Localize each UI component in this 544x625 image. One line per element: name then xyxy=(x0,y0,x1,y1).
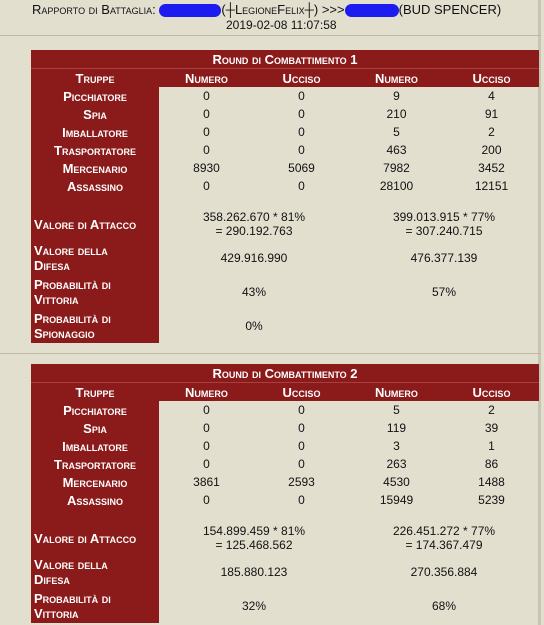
column-header-defender-killed: Ucciso xyxy=(444,383,539,402)
attacker-espionage-probability: 0% xyxy=(245,319,263,333)
defender-killed: 3452 xyxy=(478,161,505,175)
troop-row xyxy=(31,473,539,491)
attack-value-label: Valore di Attacco xyxy=(31,521,159,555)
troop-name: Mercenario xyxy=(31,159,159,177)
defender-number: 28100 xyxy=(379,179,414,193)
defender-killed: 1 xyxy=(488,439,495,453)
attacker-number: 0 xyxy=(203,439,210,453)
defender-alliance-link[interactable]: (BUD SPENCER) xyxy=(398,2,502,17)
report-title-prefix: Rapporto di Battaglia: xyxy=(32,2,156,17)
attack-value-row xyxy=(31,207,539,241)
troop-name: Assassino xyxy=(31,177,159,195)
attacker-attack-value xyxy=(159,521,349,555)
attacker-killed: 5069 xyxy=(288,161,315,175)
attacker-victory-probability: 32% xyxy=(241,599,267,613)
defender-killed: 86 xyxy=(484,457,499,471)
victory-label-line-2: Vittoria xyxy=(34,292,79,307)
attacker-alliance-link[interactable]: ┼LegioneFelix┼ xyxy=(225,2,314,17)
attacker-number: 3861 xyxy=(193,475,220,489)
espionage-probability-row xyxy=(31,309,539,343)
troop-name: Assassino xyxy=(31,491,159,509)
attacker-killed: 0 xyxy=(298,493,305,507)
troop-row xyxy=(31,437,539,455)
defender-killed: 5239 xyxy=(478,493,505,507)
attacker-defense-value: 429.916.990 xyxy=(220,251,288,265)
defender-number: 119 xyxy=(386,421,407,435)
attacker-number: 8930 xyxy=(193,161,220,175)
espionage-label-line-2: Spionaggio xyxy=(34,326,95,341)
attacker-attack-value xyxy=(159,207,349,241)
column-header-attacker-number: Numero xyxy=(159,69,254,88)
attacker-number: 0 xyxy=(203,493,210,507)
espionage-probability-label xyxy=(31,309,159,343)
defender-killed: 12151 xyxy=(474,179,509,193)
defender-killed: 91 xyxy=(484,107,499,121)
victory-label-line-1: Probabilità di xyxy=(34,277,111,292)
victory-label-line-2: Vittoria xyxy=(34,606,79,621)
attacker-number: 0 xyxy=(203,421,210,435)
attacker-killed: 0 xyxy=(298,89,305,103)
attacker-killed: 0 xyxy=(298,403,305,417)
defender-killed: 200 xyxy=(481,143,502,157)
troop-name: Mercenario xyxy=(31,473,159,491)
defense-label-line-2: Difesa xyxy=(34,258,70,273)
defender-victory-probability: 68% xyxy=(431,599,457,613)
column-header-defender-number: Numero xyxy=(349,69,444,88)
round-title: Round di Combattimento 1 xyxy=(31,50,539,69)
versus-arrows: >>> xyxy=(321,2,345,17)
defender-defense-value: 476.377.139 xyxy=(410,251,478,265)
defender-attack-formula: 399.013.915 * 77% xyxy=(392,210,496,224)
defender-killed: 4 xyxy=(488,89,495,103)
column-header-attacker-killed: Ucciso xyxy=(254,69,349,88)
defender-number: 3 xyxy=(393,439,400,453)
troop-name: Picchiatore xyxy=(31,87,159,105)
attacker-killed: 0 xyxy=(298,125,305,139)
defender-number: 15949 xyxy=(379,493,414,507)
defender-killed: 39 xyxy=(484,421,499,435)
paren-open: ( xyxy=(221,2,226,17)
attacker-number: 0 xyxy=(203,143,210,157)
defender-killed: 2 xyxy=(488,403,495,417)
defender-attack-result: = 307.240.715 xyxy=(405,224,483,238)
column-header-attacker-killed: Ucciso xyxy=(254,383,349,402)
troop-row xyxy=(31,419,539,437)
defender-number: 4530 xyxy=(383,475,410,489)
attacker-killed: 0 xyxy=(298,421,305,435)
defender-attack-value xyxy=(349,207,539,241)
redacted-attacker-name xyxy=(159,4,221,17)
report-timestamp: 2019-02-08 11:07:58 xyxy=(226,18,337,32)
defense-label-line-1: Valore della xyxy=(34,557,108,572)
attacker-attack-result: = 125.468.562 xyxy=(215,538,293,552)
espionage-label-line-1: Probabilità di xyxy=(34,311,111,326)
troop-name: Picchiatore xyxy=(31,401,159,419)
redacted-defender-name xyxy=(345,4,399,17)
defender-killed: 1488 xyxy=(478,475,505,489)
column-header-troops: Truppe xyxy=(31,383,159,402)
defender-number: 9 xyxy=(393,89,400,103)
victory-probability-label xyxy=(31,275,159,309)
troop-row xyxy=(31,177,539,195)
attacker-victory-probability: 43% xyxy=(241,285,267,299)
combat-round-1-table xyxy=(31,50,539,343)
attacker-killed: 0 xyxy=(298,457,305,471)
defender-attack-formula: 226.451.272 * 77% xyxy=(392,524,496,538)
attacker-killed: 0 xyxy=(298,107,305,121)
attacker-number: 0 xyxy=(203,179,210,193)
troop-row xyxy=(31,401,539,419)
victory-label-line-1: Probabilità di xyxy=(34,591,111,606)
paren-close: ) xyxy=(313,2,319,17)
header-title-line xyxy=(32,2,501,17)
attacker-killed: 0 xyxy=(298,143,305,157)
attack-value-label: Valore di Attacco xyxy=(31,207,159,241)
attacker-number: 0 xyxy=(203,89,210,103)
column-header-troops: Truppe xyxy=(31,69,159,88)
defense-label-line-1: Valore della xyxy=(34,243,108,258)
defense-label-line-2: Difesa xyxy=(34,572,70,587)
attacker-number: 0 xyxy=(203,107,210,121)
attacker-number: 0 xyxy=(203,457,210,471)
label-spacer xyxy=(31,195,159,207)
defense-value-row xyxy=(31,241,539,275)
label-spacer xyxy=(31,509,159,521)
defender-defense-value: 270.356.884 xyxy=(410,565,478,579)
troop-row xyxy=(31,105,539,123)
troop-name: Spia xyxy=(31,105,159,123)
troop-row xyxy=(31,455,539,473)
troop-name: Imballatore xyxy=(31,123,159,141)
troop-row xyxy=(31,87,539,105)
victory-probability-label xyxy=(31,589,159,623)
attacker-killed: 0 xyxy=(298,179,305,193)
troop-row xyxy=(31,159,539,177)
troop-row xyxy=(31,491,539,509)
attacker-killed: 0 xyxy=(298,439,305,453)
troop-name: Imballatore xyxy=(31,437,159,455)
attacker-number: 0 xyxy=(203,125,210,139)
attacker-defense-value: 185.880.123 xyxy=(220,565,288,579)
attack-value-row xyxy=(31,521,539,555)
victory-probability-row xyxy=(31,275,539,309)
round-divider xyxy=(0,353,541,354)
defender-attack-result: = 174.367.479 xyxy=(405,538,483,552)
victory-probability-row xyxy=(31,589,539,623)
round-title: Round di Combattimento 2 xyxy=(31,364,539,383)
defender-killed: 2 xyxy=(488,125,495,139)
troop-row xyxy=(31,141,539,159)
troop-name: Trasportatore xyxy=(31,455,159,473)
defender-attack-value xyxy=(349,521,539,555)
troop-row xyxy=(31,123,539,141)
column-header-attacker-number: Numero xyxy=(159,383,254,402)
attacker-attack-formula: 154.899.459 * 81% xyxy=(202,524,306,538)
defender-number: 7982 xyxy=(383,161,410,175)
column-header-defender-killed: Ucciso xyxy=(444,69,539,88)
defender-number: 210 xyxy=(386,107,407,121)
troop-name: Trasportatore xyxy=(31,141,159,159)
attacker-killed: 2593 xyxy=(288,475,315,489)
battle-report-header xyxy=(0,0,541,36)
attacker-attack-formula: 358.262.670 * 81% xyxy=(202,210,306,224)
defender-number: 5 xyxy=(393,125,400,139)
troop-name: Spia xyxy=(31,419,159,437)
combat-round-2-table xyxy=(31,364,539,623)
header-divider xyxy=(0,35,541,36)
column-header-defender-number: Numero xyxy=(349,383,444,402)
defender-victory-probability: 57% xyxy=(431,285,457,299)
attacker-attack-result: = 290.192.763 xyxy=(215,224,293,238)
defense-value-label xyxy=(31,555,159,589)
attacker-number: 0 xyxy=(203,403,210,417)
defender-number: 463 xyxy=(386,143,407,157)
defense-value-row xyxy=(31,555,539,589)
defender-number: 5 xyxy=(393,403,400,417)
defender-number: 263 xyxy=(386,457,407,471)
defense-value-label xyxy=(31,241,159,275)
